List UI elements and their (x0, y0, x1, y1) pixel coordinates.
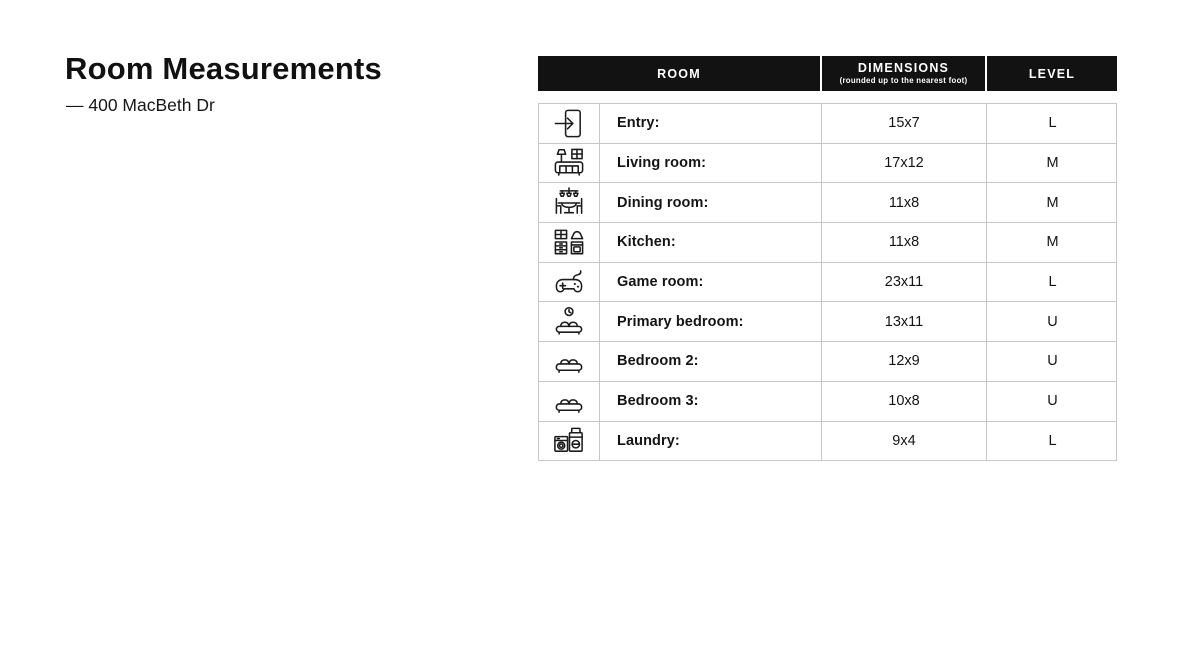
dining-table-icon (539, 183, 599, 222)
title-block (65, 52, 382, 116)
room-level: L (986, 422, 1118, 461)
room-icon-cell (539, 263, 599, 302)
bed-icon (539, 342, 599, 381)
room-icon-cell (539, 382, 599, 421)
room-dimensions: 11x8 (821, 223, 986, 262)
column-header-dimensions (820, 56, 985, 91)
column-header-room: ROOM (657, 66, 701, 81)
table-row (539, 262, 1116, 302)
room-dimensions: 9x4 (821, 422, 986, 461)
page-subtitle: — 400 MacBeth Dr (66, 95, 215, 116)
table-row (539, 301, 1116, 341)
room-name: Kitchen: (599, 223, 821, 262)
room-level: U (986, 382, 1118, 421)
column-header-dimensions-label: DIMENSIONS (857, 61, 950, 76)
room-level: U (986, 342, 1118, 381)
room-name: Entry: (599, 104, 821, 143)
kitchen-icon (539, 223, 599, 262)
room-dimensions: 23x11 (821, 263, 986, 302)
table-row (539, 421, 1116, 461)
room-dimensions: 17x12 (821, 144, 986, 183)
washer-dryer-icon (539, 422, 599, 461)
gamepad-icon (539, 263, 599, 302)
bed-clock-icon (539, 302, 599, 341)
table-row (539, 182, 1116, 222)
room-dimensions: 13x11 (821, 302, 986, 341)
room-dimensions: 12x9 (821, 342, 986, 381)
room-level: M (986, 223, 1118, 262)
room-icon-cell (539, 302, 599, 341)
room-icon-cell (539, 183, 599, 222)
room-name: Living room: (599, 144, 821, 183)
room-dimensions: 15x7 (821, 104, 986, 143)
table-body (538, 103, 1117, 461)
bed-icon (539, 382, 599, 421)
room-level: M (986, 183, 1118, 222)
room-level: M (986, 144, 1118, 183)
room-name: Dining room: (599, 183, 821, 222)
room-icon-cell (539, 342, 599, 381)
page-title: Room Measurements (65, 51, 382, 86)
table-header-row (538, 56, 1117, 91)
table-row (539, 104, 1116, 143)
table-row (539, 381, 1116, 421)
room-level: U (986, 302, 1118, 341)
room-level: L (986, 104, 1118, 143)
room-icon-cell (539, 104, 599, 143)
sofa-icon (539, 144, 599, 183)
entry-door-icon (539, 104, 599, 143)
room-name: Laundry: (599, 422, 821, 461)
column-header-level: LEVEL (985, 56, 1117, 91)
room-dimensions: 11x8 (821, 183, 986, 222)
room-icon-cell (539, 144, 599, 183)
table-row (539, 222, 1116, 262)
column-header-dimensions-note: (rounded up to the nearest foot) (839, 75, 968, 85)
table-row (539, 143, 1116, 183)
room-dimensions: 10x8 (821, 382, 986, 421)
room-name: Game room: (599, 263, 821, 302)
room-measurements-table (538, 56, 1117, 461)
room-icon-cell (539, 422, 599, 461)
table-row (539, 341, 1116, 381)
room-name: Primary bedroom: (599, 302, 821, 341)
room-level: L (986, 263, 1118, 302)
room-name: Bedroom 3: (599, 382, 821, 421)
room-name: Bedroom 2: (599, 342, 821, 381)
room-icon-cell (539, 223, 599, 262)
